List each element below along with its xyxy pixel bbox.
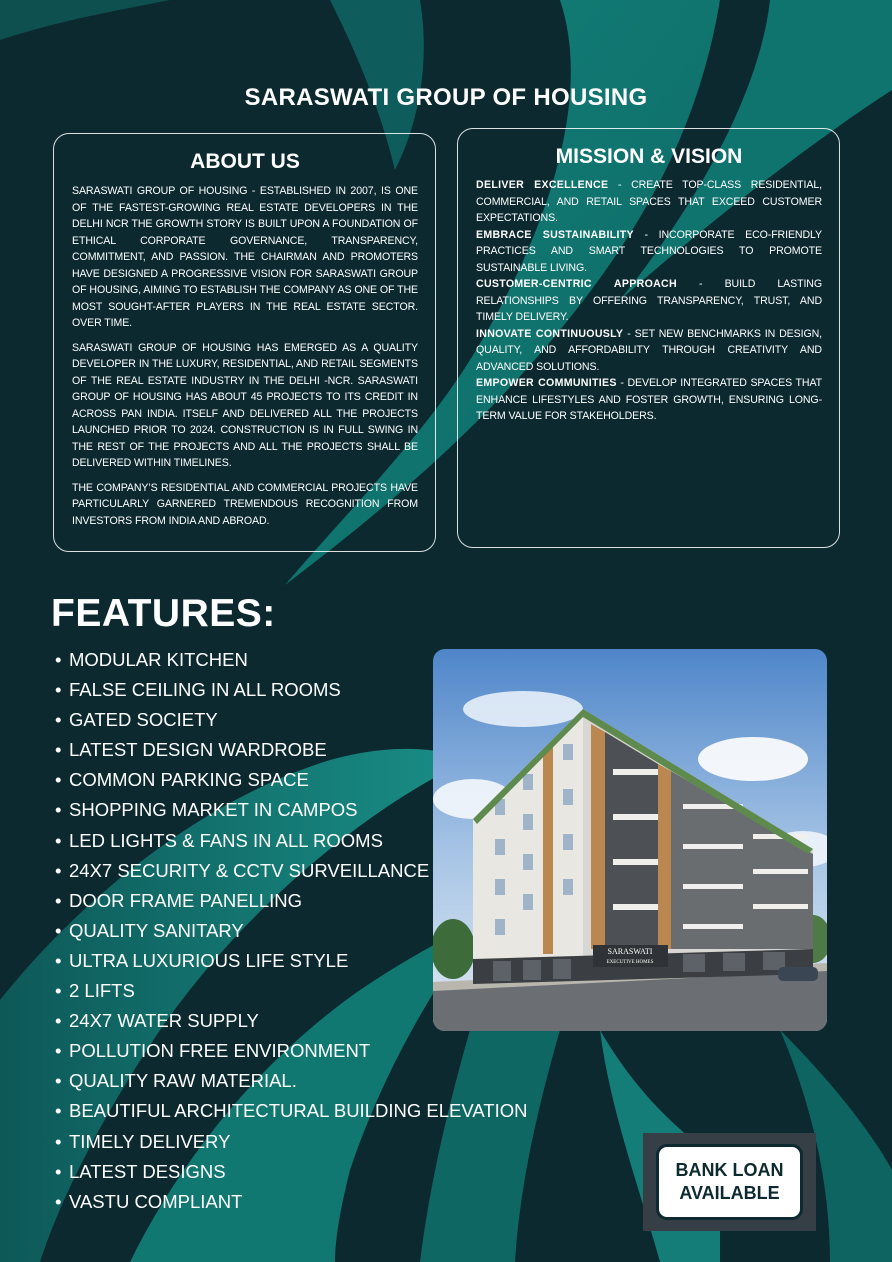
mission-vision-card: [457, 128, 840, 548]
about-paragraph: SARASWATI GROUP OF HOUSING HAS EMERGED AS A QUALITY DEVELOPER IN THE LUXURY, RESIDENTIAL, AND RETAIL SEGMENTS OF THE REAL ESTATE INDUSTRY IN THE DELHI -NCR. SARASWATI GROUP OF HOUSING HAS ABOUT 45 PROJECTS TO ITS CREDIT IN ACROSS PAN INDIA. ITSELF AND DELIVERED ALL THE PROJECTS LAUNCHED PRIOR TO 2024. CONSTRUCTION IS IN FULL SWING IN THE REST OF THE PROJECTS AND ALL THE PROJECTS SHALL BE DELIVERED WITHIN TIMELINES.: [72, 341, 418, 469]
bullet-icon: •: [55, 1100, 62, 1122]
bullet-icon: •: [55, 649, 62, 670]
mission-item-title: DELIVER EXCELLENCE: [476, 179, 609, 191]
building-sign-subtitle: EXECUTIVE HOMES: [606, 960, 654, 965]
page-title: SARASWATI GROUP OF HOUSING: [244, 84, 648, 111]
mission-item: [476, 326, 822, 376]
bullet-icon: •: [55, 1160, 62, 1182]
bank-loan-line2: AVAILABLE: [679, 1183, 780, 1203]
mission-vision-heading: MISSION & VISION: [555, 145, 743, 168]
bank-loan-line1: BANK LOAN: [675, 1160, 784, 1180]
feature-label: QUALITY RAW MATERIAL.: [69, 1070, 297, 1092]
bullet-icon: •: [55, 769, 62, 791]
feature-item: [55, 1160, 527, 1190]
bullet-icon: •: [55, 679, 62, 701]
mission-item-text: - SET NEW BENCHMARKS IN DESIGN, QUALITY, AND AFFORDABILITY THROUGH CREATIVITY AND ADVANCED SOLUTIONS.: [476, 327, 822, 373]
mission-item-title: INNOVATE CONTINUOUSLY: [476, 327, 624, 340]
feature-label: LED LIGHTS & FANS IN ALL ROOMS: [69, 829, 383, 851]
feature-item: [55, 1069, 527, 1099]
bullet-icon: •: [55, 1190, 62, 1212]
bullet-icon: •: [55, 919, 62, 941]
feature-item: [55, 1190, 527, 1220]
feature-item: [55, 1039, 527, 1069]
mission-item-title: EMBRACE SUSTAINABILITY: [476, 228, 634, 241]
feature-item: [55, 1099, 527, 1129]
bullet-icon: •: [55, 949, 62, 971]
about-paragraph: SARASWATI GROUP OF HOUSING - ESTABLISHED IN 2007, IS ONE OF THE FASTEST-GROWING REAL ESTATE DEVELOPERS IN THE DELHI NCR THE GROWTH STORY IS BUILT UPON A FOUNDATION OF ETHICAL CORPORATE GOVERNANCE, TRANSPARENCY, COMMITMENT, AND PASSION. THE CHAIRMAN AND PROMOTERS HAVE DESIGNED A PROGRESSIVE VISION FOR SARASWATI GROUP OF HOUSING, AIMING TO ESTABLISH THE COMPANY AS ONE OF THE MOST SOUGHT-AFTER PLAYERS IN THE REAL ESTATE SECTOR. OVER TIME.: [72, 185, 418, 329]
mission-item-text: - BUILD LASTING RELATIONSHIPS BY OFFERING TRANSPARENCY, TRUST, AND TIMELY DELIVERY.: [476, 278, 822, 323]
building-rendering-image: [433, 649, 827, 1031]
bullet-icon: •: [55, 1130, 62, 1152]
feature-label: 2 LIFTS: [69, 980, 135, 1002]
feature-label: BEAUTIFUL ARCHITECTURAL BUILDING ELEVATION: [69, 1100, 528, 1122]
features-heading: FEATURES:: [51, 592, 276, 635]
mission-item: [476, 177, 822, 227]
feature-label: POLLUTION FREE ENVIRONMENT: [69, 1040, 371, 1062]
feature-label: TIMELY DELIVERY: [69, 1130, 231, 1152]
feature-label: QUALITY SANITARY: [69, 919, 244, 941]
bullet-icon: •: [55, 829, 62, 851]
mission-item-title: CUSTOMER-CENTRIC APPROACH: [476, 278, 677, 290]
feature-label: SHOPPING MARKET IN CAMPOS: [69, 799, 358, 821]
about-us-card: [53, 133, 436, 552]
mission-item-title: EMPOWER COMMUNITIES: [476, 377, 617, 389]
feature-label: MODULAR KITCHEN: [69, 649, 248, 670]
feature-label: VASTU COMPLIANT: [69, 1190, 243, 1212]
feature-label: LATEST DESIGNS: [69, 1160, 226, 1182]
bullet-icon: •: [55, 980, 62, 1002]
bullet-icon: •: [55, 709, 62, 731]
feature-item: [55, 1130, 527, 1160]
building-illustration: [433, 649, 827, 1031]
mission-item: [476, 375, 822, 425]
bullet-icon: •: [55, 889, 62, 911]
bank-loan-label-box: [656, 1144, 803, 1220]
about-paragraph: THE COMPANY’S RESIDENTIAL AND COMMERCIAL PROJECTS HAVE PARTICULARLY GARNERED TREMENDOUS RECOGNITION FROM INVESTORS FROM INDIA AND ABROAD.: [72, 481, 418, 527]
feature-label: GATED SOCIETY: [69, 709, 218, 731]
bullet-icon: •: [55, 799, 62, 821]
mission-item-text: - CREATE TOP-CLASS RESIDENTIAL, COMMERCIAL, AND RETAIL SPACES THAT EXCEED CUSTOMER EXPECTATIONS.: [476, 179, 822, 224]
feature-label: 24X7 WATER SUPPLY: [69, 1010, 259, 1032]
mission-item-text: - INCORPORATE ECO-FRIENDLY PRACTICES AND SMART TECHNOLOGIES TO PROMOTE SUSTAINABLE LIVING.: [476, 228, 822, 274]
bank-loan-badge: [643, 1133, 816, 1231]
feature-label: LATEST DESIGN WARDROBE: [69, 739, 327, 761]
bullet-icon: •: [55, 1010, 62, 1032]
mission-item: [476, 276, 822, 326]
feature-label: DOOR FRAME PANELLING: [69, 889, 303, 911]
bullet-icon: •: [55, 1040, 62, 1062]
feature-label: 24X7 SECURITY & CCTV SURVEILLANCE: [69, 859, 430, 881]
feature-label: ULTRA LUXURIOUS LIFE STYLE: [69, 949, 349, 971]
bullet-icon: •: [55, 1070, 62, 1092]
bullet-icon: •: [55, 739, 62, 761]
building-sign: SARASWATI: [607, 947, 653, 956]
mission-item-text: - DEVELOP INTEGRATED SPACES THAT ENHANCE LIFESTYLES AND FOSTER GROWTH, ENSURING LONG-TERM VALUE FOR STAKEHOLDERS.: [476, 377, 822, 422]
bullet-icon: •: [55, 859, 62, 881]
feature-label: FALSE CEILING IN ALL ROOMS: [69, 679, 341, 701]
mission-item: [476, 227, 822, 277]
feature-label: COMMON PARKING SPACE: [69, 769, 309, 791]
about-us-heading: ABOUT US: [190, 150, 300, 173]
